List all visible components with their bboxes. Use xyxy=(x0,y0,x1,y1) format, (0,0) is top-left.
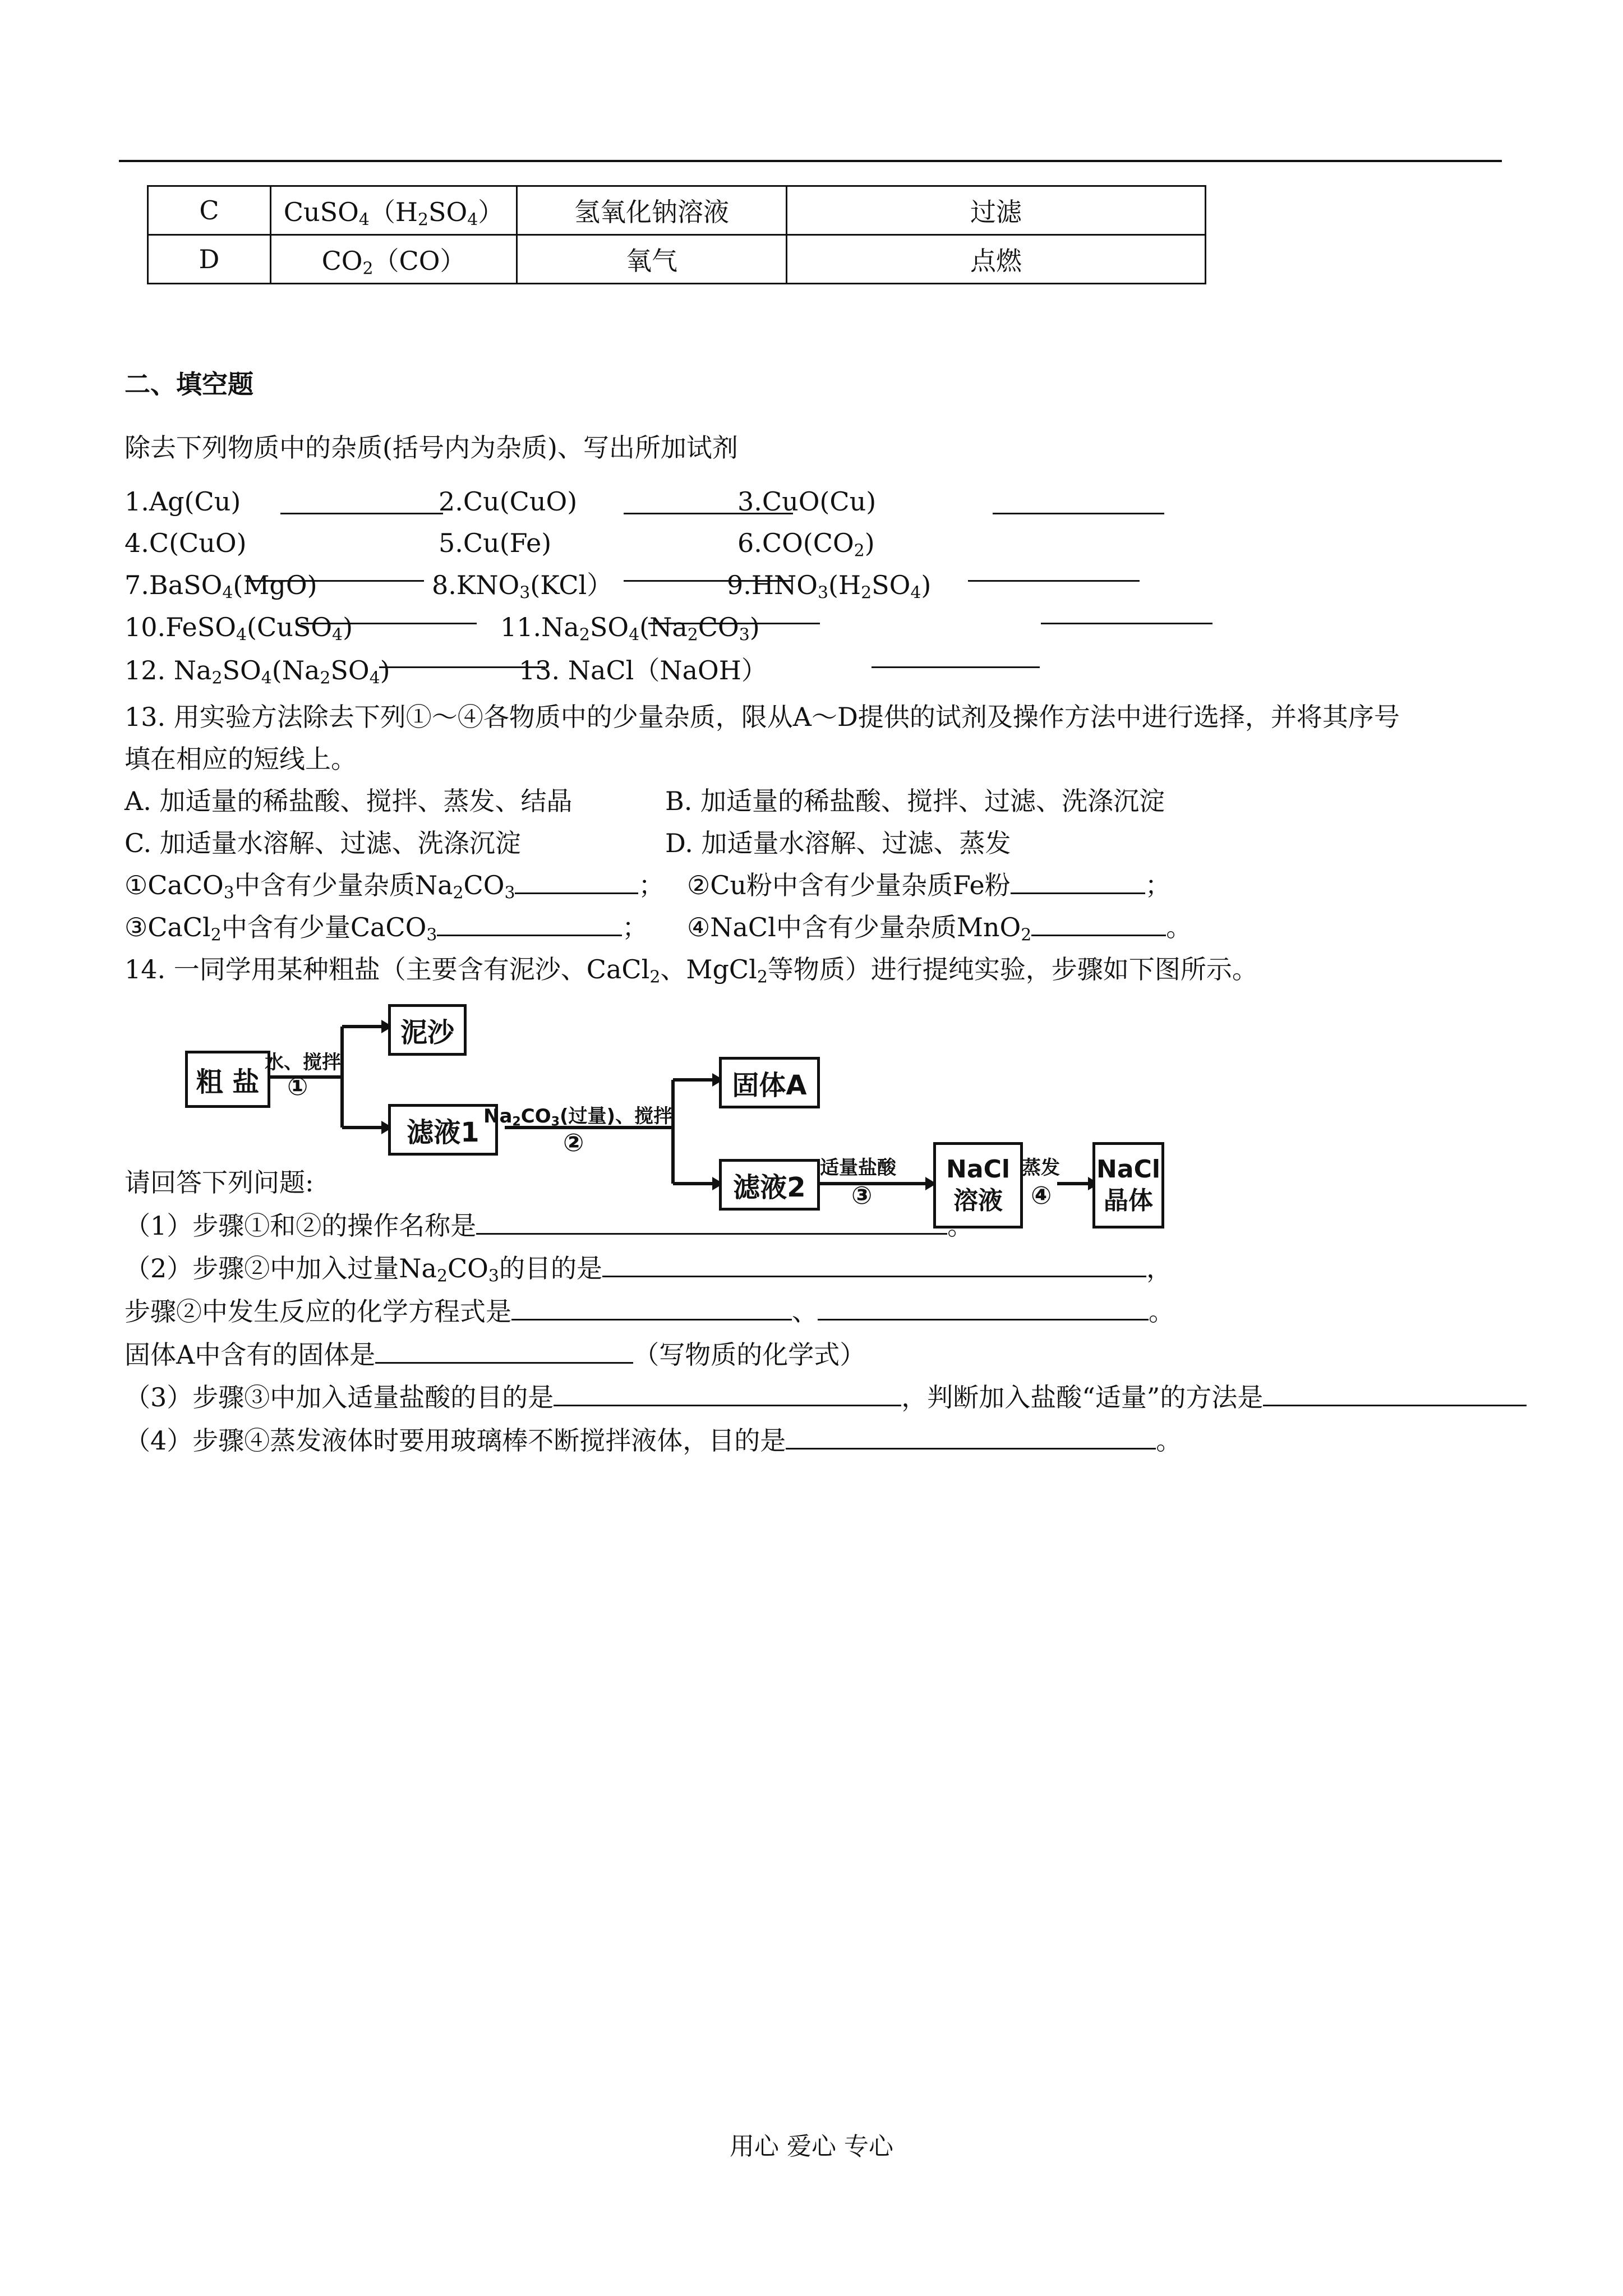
q13-option-a: A. 加适量的稀盐酸、搅拌、蒸发、结晶 xyxy=(125,786,573,816)
section-title: 二、填空题 xyxy=(125,369,253,399)
answer-blank[interactable] xyxy=(818,1296,1149,1320)
item-2: 2.Cu(CuO) xyxy=(439,486,578,517)
q13-line2: 填在相应的短线上。 xyxy=(125,744,357,774)
answer-blank[interactable] xyxy=(648,623,820,624)
row-substance: $CuSO_4(H_2SO_4)$ xyxy=(271,186,517,235)
q14-part-1: （1）步骤①和②的操作名称是 。 xyxy=(125,1211,974,1241)
q13-option-c: C. 加适量水溶解、过滤、洗涤沉淀 xyxy=(125,828,521,858)
row-letter: C xyxy=(148,186,271,235)
table-row xyxy=(148,186,1206,235)
answer-blank[interactable] xyxy=(602,1253,1146,1277)
row-reagent: 氢氧化钠溶液 xyxy=(517,186,787,235)
item-13: 13. NaCl（NaOH） xyxy=(519,655,767,685)
q14-part-2: （2）步骤②中加入过量$Na_2CO_3$的目的是 ， xyxy=(125,1253,1172,1286)
row-substance: $CO_2(CO)$ xyxy=(271,235,517,284)
page-footer: 用心 爱心 专心 xyxy=(730,2132,893,2161)
answer-blank[interactable] xyxy=(375,1340,633,1364)
answer-blank[interactable] xyxy=(993,513,1164,514)
row-reagent: 氧气 xyxy=(517,235,787,284)
step1-number: ① xyxy=(287,1073,308,1101)
item-4: 4.C(CuO) xyxy=(125,528,247,558)
step1-label: 水、搅拌 xyxy=(265,1051,341,1074)
step3-label: 适量盐酸 xyxy=(820,1157,896,1179)
table-row xyxy=(148,235,1206,284)
q13-sub-2: ②Cu粉中含有少量杂质Fe粉 ； xyxy=(687,870,1171,900)
answer-blank[interactable] xyxy=(554,1382,901,1406)
step2-label: $Na_2CO_3$(过量)、搅拌 xyxy=(483,1105,673,1129)
node-solid-a: 固体A xyxy=(719,1057,820,1108)
answer-blank[interactable] xyxy=(968,580,1140,582)
answer-blank[interactable] xyxy=(1041,623,1212,624)
answer-blank[interactable] xyxy=(1031,912,1166,936)
item-9: $9.HNO_3(H_2SO_4)$ xyxy=(727,570,932,603)
answer-blank[interactable] xyxy=(515,870,638,894)
item-7: 7.BaSO$_4$(MgO) xyxy=(125,570,317,603)
answer-blank[interactable] xyxy=(301,623,477,624)
item-5: 5.Cu(Fe) xyxy=(439,528,552,558)
answer-blank[interactable] xyxy=(1263,1382,1527,1406)
options-table xyxy=(147,185,1206,284)
item-11: $11.Na_2SO_4(Na_2CO_3)$ xyxy=(500,612,760,645)
item-6: $6.CO(CO_2)$ xyxy=(737,528,875,561)
intro-text: 除去下列物质中的杂质(括号内为杂质)、写出所加试剂 xyxy=(125,432,738,463)
q14-part-4: （4）步骤④蒸发液体时要用玻璃棒不断搅拌液体，目的是 。 xyxy=(125,1425,1182,1456)
item-3: 3.CuO(Cu) xyxy=(737,486,877,517)
answer-blank[interactable] xyxy=(786,1425,1156,1450)
q13-line1: 13. 用实验方法除去下列①～④各物质中的少量杂质，限从A～D提供的试剂及操作方法中进行选择，并将其序号 xyxy=(125,702,1400,732)
q14-part-2-equation: 步骤②中发生反应的化学方程式是 、 。 xyxy=(125,1296,1174,1327)
q13-sub-1: ①CaCO$_3$中含有少量杂质$Na_2CO_3$ ； xyxy=(125,870,665,903)
node-filtrate-2: 滤液2 xyxy=(719,1159,820,1211)
node-crude-salt: 粗 盐 xyxy=(185,1051,270,1108)
q13-sub-3: ③CaCl$_2$中含有少量CaCO$_3$ ； xyxy=(125,912,648,945)
row-letter: D xyxy=(148,235,271,284)
header-rule xyxy=(119,160,1502,162)
node-sand: 泥沙 xyxy=(388,1004,467,1056)
step4-label: 蒸发 xyxy=(1022,1157,1060,1179)
item-8: $8.KNO_3(KCl)$ xyxy=(432,570,613,603)
answer-blank[interactable] xyxy=(280,513,443,514)
q14-prompt: 请回答下列问题: xyxy=(125,1167,314,1198)
row-method: 点燃 xyxy=(787,235,1206,284)
answer-blank[interactable] xyxy=(437,912,622,936)
node-nacl-crystal: NaCl 晶体 xyxy=(1092,1142,1164,1228)
q14-part-2-solid: 固体A中含有的固体是 （写物质的化学式） xyxy=(125,1340,866,1370)
step4-number: ④ xyxy=(1031,1181,1052,1210)
answer-blank[interactable] xyxy=(476,1211,947,1235)
node-filtrate-1: 滤液1 xyxy=(388,1104,498,1156)
q14-intro: 14. 一同学用某种粗盐（主要含有泥沙、CaCl$_2$、MgCl$_2$等物质）进行提纯实验，步骤如下图所示。 xyxy=(125,954,1258,987)
answer-blank[interactable] xyxy=(511,1296,792,1320)
answer-blank[interactable] xyxy=(1011,870,1145,894)
node-nacl-solution: NaCl 溶液 xyxy=(933,1142,1023,1228)
step3-number: ③ xyxy=(851,1181,873,1210)
q13-sub-4: ④NaCl中含有少量杂质MnO$_2$ 。 xyxy=(687,912,1192,945)
q13-option-d: D. 加适量水溶解、过滤、蒸发 xyxy=(665,828,1011,858)
item-12: 12. $Na_2SO_4(Na_2SO_4)$ xyxy=(125,655,390,688)
step2-number: ② xyxy=(563,1129,584,1157)
item-1: 1.Ag(Cu) xyxy=(125,486,241,517)
answer-blank[interactable] xyxy=(246,580,424,582)
item-10: 10.FeSO$_4$(CuSO$_4$) xyxy=(125,612,353,645)
row-method: 过滤 xyxy=(787,186,1206,235)
q13-option-b: B. 加适量的稀盐酸、搅拌、过滤、洗涤沉淀 xyxy=(665,786,1165,816)
q14-part-3: （3）步骤③中加入适量盐酸的目的是 ，判断加入盐酸“适量”的方法是 xyxy=(125,1382,1527,1413)
answer-blank[interactable] xyxy=(872,666,1040,668)
